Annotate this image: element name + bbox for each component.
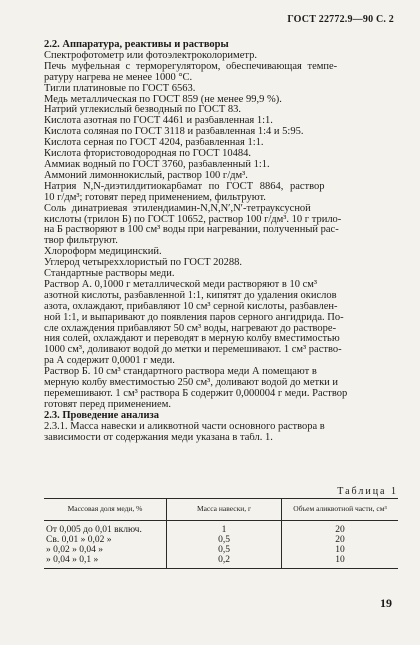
text-line: Печь муфельная с терморегулятором, обеспечивающая темпе-	[44, 61, 338, 72]
text-line: Кислота фтористоводородная по ГОСТ 10484.	[44, 149, 252, 160]
text-line: перемешивают. 1 см³ раствора Б содержит 0,000004 г меди. Раствор	[44, 389, 348, 399]
text-line: Раствор Б. 10 см³ стандартного раствора меди А помещают в	[44, 367, 317, 378]
table-caption: Таблица 1	[337, 486, 398, 497]
text-line: 10 г/дм³; готовят перед применением, фильтруют.	[44, 192, 266, 203]
text-line: Углерод четыреххлористый по ГОСТ 20288.	[44, 258, 243, 269]
table-row	[44, 545, 398, 555]
table-cell: 0,2	[167, 555, 282, 569]
text-line: Натрий углекислый безводный по ГОСТ 83.	[44, 105, 242, 116]
column-header: Массовая доля меди, %	[44, 499, 167, 521]
text-line: азотной кислоты, разбавленной 1:1, кипятят до удаления окислов	[44, 290, 337, 301]
page-header: ГОСТ 22772.9—90 С. 2	[287, 14, 394, 25]
table-cell: 0,5	[167, 535, 282, 545]
table-row	[44, 520, 398, 535]
text-line: Стандартные растворы меди.	[44, 269, 175, 280]
text-line: ратуру нагрева не менее 1000 °С.	[44, 72, 193, 83]
column-header: Объем аликвотной части, см³	[282, 499, 399, 521]
text-line: азота, охлаждают, прибавляют 10 см³ серной кислоты, разбавлен-	[44, 301, 338, 312]
text-line: 2.3.1. Масса навески и аликвотной части основного раствора в	[44, 421, 325, 432]
column-header: Масса навески, г	[167, 499, 282, 521]
text-line: Аммиак водный по ГОСТ 3760, разбавленный 1:1.	[44, 159, 270, 170]
page-number: 19	[380, 596, 392, 610]
section-heading: 2.3. Проведение анализа	[44, 410, 159, 421]
text-line: кислоты (трилон Б) по ГОСТ 10652, раствор 100 г/дм³. 10 г трило-	[44, 214, 342, 225]
text-line: ра А содержит 0,0001 г меди.	[44, 356, 175, 367]
text-line: Хлороформ медицинский.	[44, 247, 162, 258]
table-cell: 20	[282, 520, 399, 535]
text-line: зависимости от содержания меди указана в табл. 1.	[44, 432, 273, 443]
text-line: 1000 см³, доливают водой до метки и перемешивают. 1 см³ раство-	[44, 345, 342, 356]
text-line: готовят перед применением.	[44, 399, 171, 410]
text-line: ния солей, охлаждают и переводят в мерную колбу вместимостью	[44, 334, 340, 345]
text-line: Спектрофотометр или фотоэлектроколориметр.	[44, 50, 257, 61]
text-line: на Б растворяют в 100 см³ воды при нагревании, полученный рас-	[44, 225, 339, 236]
table-cell: 10	[282, 555, 399, 569]
text-line: Натрия N,N-диэтилдитиокарбамат по ГОСТ 8864, раствор	[44, 181, 325, 192]
data-table	[44, 498, 398, 569]
text-line: Кислота соляная по ГОСТ 3118 и разбавленная 1:4 и 5:95.	[44, 127, 304, 138]
table-header-row	[44, 499, 398, 521]
text-line: Кислота серная по ГОСТ 4204, разбавленная 1:1.	[44, 138, 264, 149]
table-cell: 1	[167, 520, 282, 535]
text-line: Раствор А. 0,1000 г металлической меди растворяют в 10 см³	[44, 279, 318, 290]
text-line: Кислота азотная по ГОСТ 4461 и разбавленная 1:1.	[44, 116, 273, 127]
table-cell: » 0,02 » 0,04 »	[46, 544, 103, 555]
text-line: Соль динатриевая этилендиамин-N,N,N′,N′-тетрауксусной	[44, 203, 311, 214]
text-line: Медь металлическая по ГОСТ 859 (не менее 99,9 %).	[44, 94, 282, 105]
table-cell: От 0,005 до 0,01 включ.	[46, 524, 142, 535]
table-row	[44, 535, 398, 545]
table-cell: 0,5	[167, 545, 282, 555]
table-cell: » 0,04 » 0,1 »	[44, 555, 167, 569]
text-line: Аммоний лимоннокислый, раствор 100 г/дм³.	[44, 170, 248, 181]
table-cell: 20	[282, 535, 399, 545]
text-line: сле охлаждения прибавляют 50 см³ воды, нагревают до растворе-	[44, 323, 337, 334]
text-line: ной 1:1, и выпаривают до появления паров серного ангидрида. По-	[44, 312, 344, 323]
text-line: Тигли платиновые по ГОСТ 6563.	[44, 83, 196, 94]
text-line: мерную колбу вместимостью 250 см³, доливают водой до метки и	[44, 378, 339, 389]
body-text	[44, 40, 398, 444]
table-row	[44, 555, 398, 569]
table-cell: Св. 0,01 » 0,02 »	[46, 534, 112, 545]
table-cell: 10	[282, 545, 399, 555]
section-heading: 2.2. Аппаратура, реактивы и растворы	[44, 40, 229, 50]
text-line: твор фильтруют.	[44, 236, 118, 247]
